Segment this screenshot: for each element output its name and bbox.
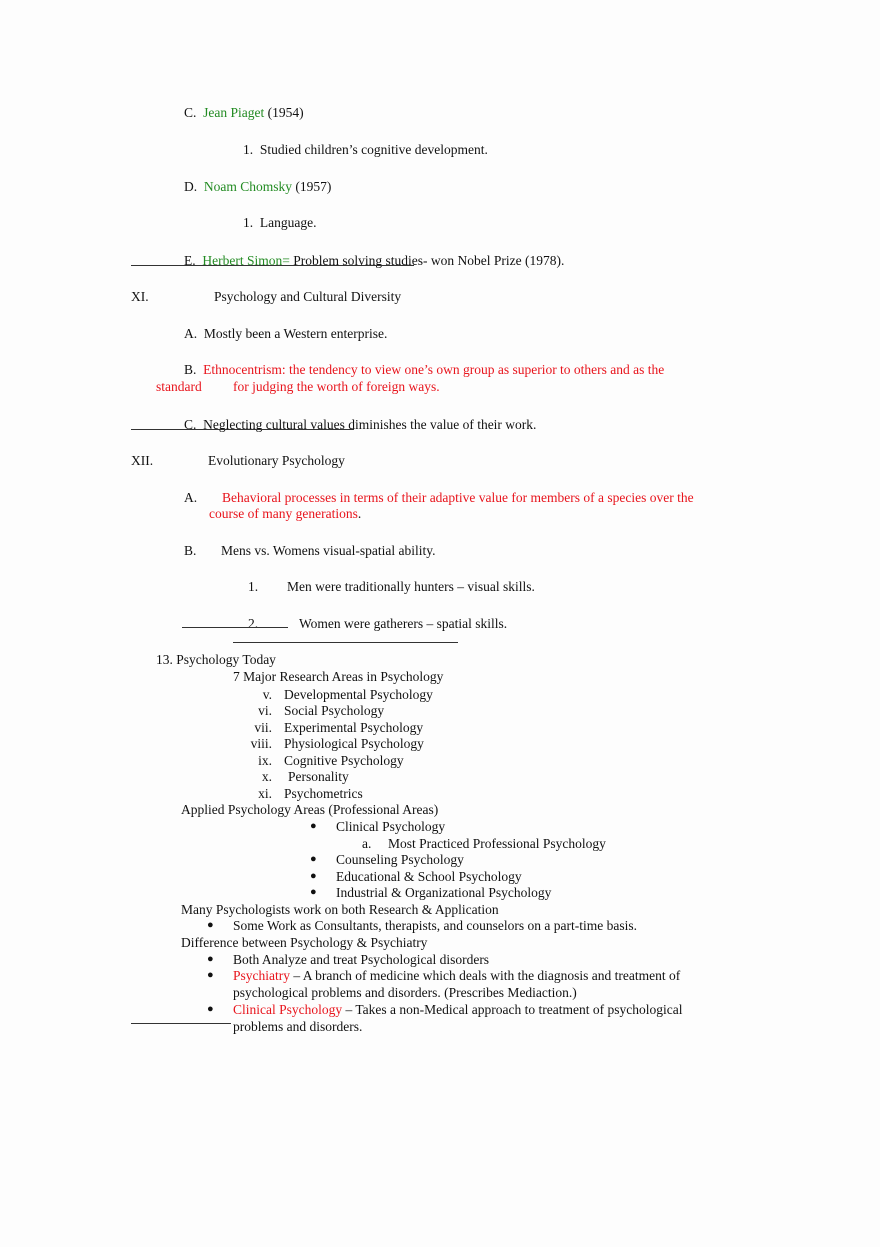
- bullet: ●: [207, 919, 214, 931]
- bullet: ●: [310, 853, 317, 865]
- list-item: Both Analyze and treat Psychological disorders: [233, 952, 490, 967]
- year: (1954): [267, 105, 304, 120]
- section-numeral: XI.: [131, 289, 149, 304]
- item-text: Studied children’s cognitive development.: [259, 142, 488, 157]
- section-title: Evolutionary Psychology: [208, 453, 345, 468]
- term-definition: – A branch of medicine which deals with the diagnosis and treatment of: [290, 968, 681, 983]
- definition-text: [209, 505, 361, 522]
- item-text: Neglecting cultural values diminishes the value of their work.: [203, 417, 537, 432]
- outline-item: [184, 361, 664, 378]
- term-definition: – Takes a non-Medical approach to treatment of psychological: [342, 1002, 683, 1017]
- list-item: [233, 1001, 682, 1018]
- outline-item: [184, 416, 536, 433]
- list-item: Educational & School Psychology: [336, 869, 522, 884]
- item-marker: B.: [184, 362, 197, 377]
- term: Clinical Psychology: [233, 1002, 343, 1017]
- bullet: ●: [207, 969, 214, 981]
- list-item: Some Work as Consultants, therapists, and counselors on a part-time basis.: [233, 918, 637, 933]
- list-item: Industrial & Organizational Psychology: [336, 885, 552, 900]
- bullet: ●: [310, 886, 317, 898]
- year: (1957): [295, 179, 332, 194]
- sub-item: [243, 141, 488, 158]
- revision-line: [131, 265, 414, 266]
- item-marker: C.: [184, 105, 197, 120]
- item-text: Men were traditionally hunters – visual skills.: [287, 579, 535, 594]
- punctuation: .: [357, 506, 362, 521]
- subheading: Applied Psychology Areas (Professional Areas): [181, 802, 439, 817]
- person-name: Herbert Simon=: [202, 253, 290, 268]
- revision-line: [131, 429, 354, 430]
- term: Psychiatry: [233, 968, 290, 983]
- item-text: Mens vs. Womens visual-spatial ability.: [221, 543, 436, 558]
- list-item-continued: problems and disorders.: [233, 1019, 363, 1034]
- revision-line: [233, 642, 458, 643]
- list-item: Social Psychology: [284, 703, 385, 718]
- list-item: [233, 967, 680, 984]
- person-name: Noam Chomsky: [203, 179, 293, 194]
- list-item-continued: psychological problems and disorders. (Prescribes Mediaction.): [233, 985, 577, 1000]
- outline-item-e: [184, 252, 564, 269]
- section-title: Psychology and Cultural Diversity: [214, 289, 402, 304]
- revision-line: [182, 627, 288, 628]
- definition-text: standard: [156, 379, 202, 394]
- item-marker: A.: [184, 326, 198, 341]
- bullet: ●: [310, 870, 317, 882]
- bullet: ●: [207, 1003, 214, 1015]
- list-item: Most Practiced Professional Psychology: [388, 836, 606, 851]
- list-item: Physiological Psychology: [284, 736, 424, 751]
- list-item: Developmental Psychology: [284, 687, 433, 702]
- list-item: Psychometrics: [284, 786, 363, 801]
- item-marker: 1.: [243, 215, 254, 230]
- list-numeral: vi.: [258, 703, 272, 718]
- item-text: Problem solving studies- won Nobel Prize (1978).: [293, 253, 565, 268]
- bullet: ●: [310, 820, 317, 832]
- list-numeral: v.: [262, 687, 272, 702]
- list-numeral: vii.: [254, 720, 272, 735]
- list-item: Counseling Psychology: [336, 852, 464, 867]
- item-text: Language.: [259, 215, 317, 230]
- item-marker: A.: [184, 490, 198, 505]
- section-heading: 13. Psychology Today: [156, 652, 276, 667]
- definition-text: Behavioral processes in terms of their adaptive value for members of a species over the: [222, 490, 694, 505]
- list-item: Cognitive Psychology: [284, 753, 404, 768]
- person-name: Jean Piaget: [203, 105, 265, 120]
- revision-line: [131, 1023, 231, 1024]
- list-numeral: ix.: [258, 753, 272, 768]
- outline-item-d: [184, 178, 331, 195]
- subheading: Many Psychologists work on both Research & Application: [181, 902, 499, 917]
- list-numeral: x.: [261, 769, 272, 784]
- item-marker: E.: [184, 253, 196, 268]
- item-text: Women were gatherers – spatial skills.: [299, 616, 508, 631]
- item-marker: 1.: [248, 579, 259, 594]
- list-item: Clinical Psychology: [336, 819, 446, 834]
- item-marker: 1.: [243, 142, 254, 157]
- bullet: ●: [207, 953, 214, 965]
- item-marker: B.: [184, 543, 197, 558]
- list-numeral: viii.: [250, 736, 272, 751]
- item-marker: D.: [184, 179, 198, 194]
- item-marker: 2.: [248, 616, 259, 631]
- subheading: Difference between Psychology & Psychiatry: [181, 935, 428, 950]
- list-item: Experimental Psychology: [284, 720, 424, 735]
- section-numeral: XII.: [131, 453, 154, 468]
- outline-item: [184, 325, 387, 342]
- subheading: 7 Major Research Areas in Psychology: [233, 669, 444, 684]
- definition-text: for judging the worth of foreign ways.: [233, 379, 440, 394]
- item-text: Mostly been a Western enterprise.: [203, 326, 388, 341]
- list-numeral: xi.: [258, 786, 272, 801]
- list-numeral: a.: [362, 836, 372, 851]
- sub-item: [243, 214, 316, 231]
- outline-item-c: [184, 104, 304, 121]
- list-item: Personality: [288, 769, 349, 784]
- item-marker: C.: [184, 417, 197, 432]
- definition-text: course of many generations: [209, 506, 358, 521]
- definition-text: Ethnocentrism: the tendency to view one’s own group as superior to others and as the: [203, 362, 665, 377]
